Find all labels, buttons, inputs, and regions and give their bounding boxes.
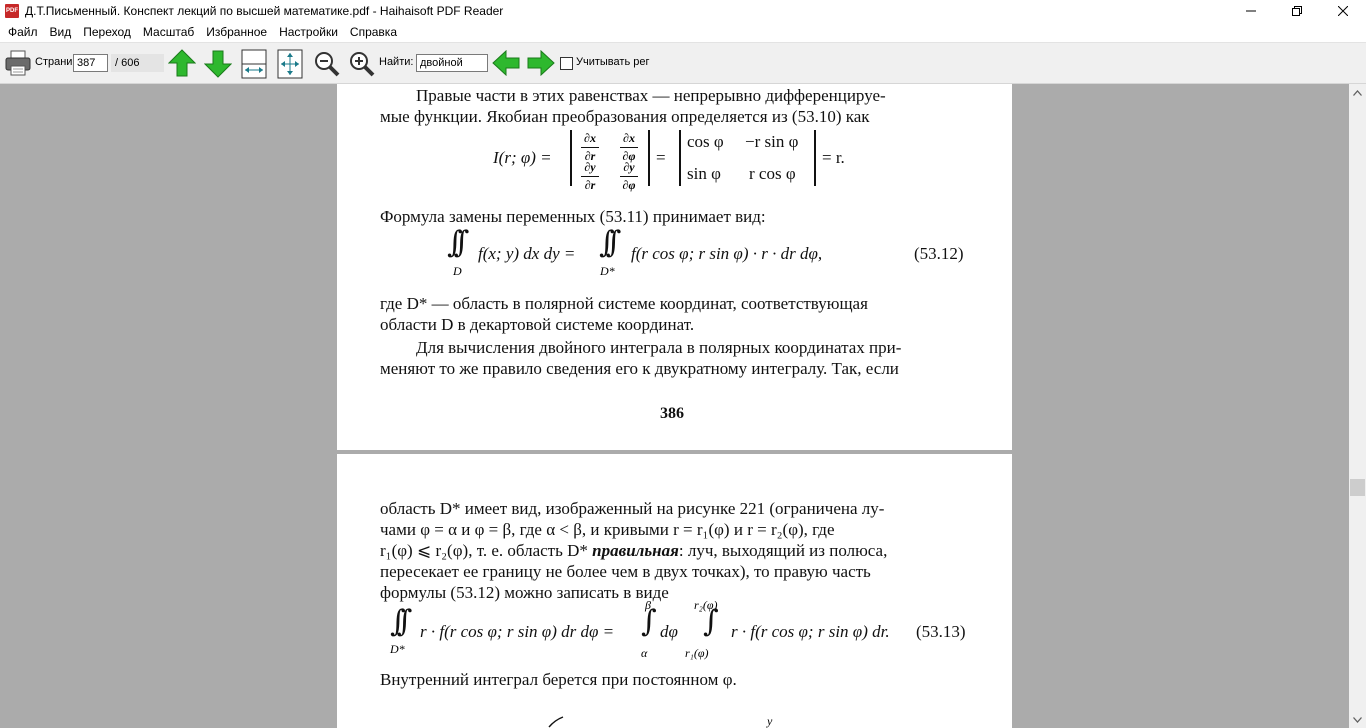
close-button[interactable]: [1320, 0, 1366, 22]
arrow-down-icon: [204, 49, 232, 79]
matrix-cell: r cos φ: [749, 164, 796, 183]
determinant-bar: [648, 130, 650, 186]
restore-button[interactable]: [1274, 0, 1320, 22]
fit-width-button[interactable]: [241, 49, 267, 84]
formula-right: f(r cos φ; r sin φ) · r · dr dφ,: [631, 244, 823, 263]
menu-help[interactable]: Справка: [349, 25, 397, 39]
menu-file[interactable]: Файл: [8, 25, 38, 39]
integral-lower-limit: r₁(φ): [685, 646, 709, 660]
previous-page-button[interactable]: [168, 48, 196, 83]
determinant-bar: [570, 130, 572, 186]
text-line: область D* имеет вид, изображенный на рисунке 221 (ограничена лу-: [380, 499, 885, 518]
figure-axis-label: y: [767, 714, 773, 728]
vertical-scrollbar[interactable]: [1349, 84, 1366, 728]
double-integral-sign: ∫∫: [390, 604, 404, 639]
equation-number: (53.13): [916, 622, 966, 641]
match-case-checkbox[interactable]: [560, 57, 573, 70]
text-line: Внутренний интеграл берется при постоянном φ.: [380, 670, 737, 689]
chevron-down-icon: [1353, 717, 1362, 723]
pdf-page-386: [337, 84, 1012, 450]
match-case-label: Учитывать рег: [576, 56, 650, 68]
toolbar: [0, 42, 1366, 84]
formula-left: r · f(r cos φ; r sin φ) dr dφ =: [420, 622, 615, 641]
restore-icon: [1292, 6, 1302, 16]
integral-sign: ∫: [703, 604, 710, 639]
menu-zoom[interactable]: Масштаб: [142, 25, 195, 39]
page-total: / 606: [111, 54, 164, 72]
menu-go[interactable]: Переход: [83, 25, 131, 39]
menu-view[interactable]: Вид: [49, 25, 72, 39]
partial-fraction: ∂y ∂r: [581, 160, 599, 193]
determinant-bar: [679, 130, 681, 186]
document-viewer[interactable]: [0, 84, 1349, 728]
page-number: 386: [660, 405, 684, 422]
arrow-right-icon: [526, 50, 556, 76]
text-line: формулы (53.12) можно записать в виде: [380, 583, 669, 602]
formula-left: f(x; y) dx dy =: [478, 244, 576, 263]
text-line: мые функции. Якобиан преобразования определяется из (53.10) как: [380, 107, 870, 126]
partial-fraction: ∂x ∂φ: [620, 131, 638, 164]
minimize-button[interactable]: [1228, 0, 1274, 22]
title-bar: [0, 0, 1366, 22]
pdf-page-387: [337, 454, 1012, 728]
fit-page-button[interactable]: [277, 49, 303, 84]
jacobian-lhs: I(r; φ) =: [493, 148, 552, 167]
zoom-out-button[interactable]: [313, 50, 341, 83]
zoom-in-button[interactable]: [348, 50, 376, 83]
integral-lower-limit: α: [641, 646, 648, 660]
integral-domain: D*: [390, 642, 405, 656]
find-input[interactable]: двойной: [416, 54, 488, 72]
double-integral-sign: ∫∫: [447, 225, 461, 260]
text-line: r₁(φ) ⩽ r₂(φ), т. е. область D* правильная: луч, выходящий из полюса,: [380, 541, 888, 560]
text-line: Правые части в этих равенствах — непрерывно дифференцируе-: [416, 86, 886, 105]
fit-page-icon: [277, 49, 303, 79]
zoom-in-icon: [348, 50, 376, 78]
text-line: пересекает ее границу не более чем в двух точках), то правую часть: [380, 562, 871, 581]
integral-domain: D: [453, 264, 462, 278]
scroll-thumb[interactable]: [1350, 479, 1365, 496]
jacobian-result: = r.: [822, 148, 845, 167]
print-button[interactable]: [4, 49, 32, 82]
text-line: меняют то же правило сведения его к двукратному интегралу. Так, если: [380, 359, 899, 378]
equals-sign: =: [656, 148, 666, 167]
matrix-cell: −r sin φ: [745, 132, 799, 151]
formula-dphi: dφ: [660, 622, 678, 641]
integral-upper-limit: β: [645, 598, 651, 612]
page-number-input[interactable]: 387: [73, 54, 108, 72]
integral-domain: D*: [600, 264, 615, 278]
text-line: области D в декартовой системе координат.: [380, 315, 695, 334]
integral-upper-limit: r₂(φ): [694, 598, 718, 612]
figure-curve-fragment: [547, 716, 567, 728]
integral-sign: ∫: [641, 604, 648, 639]
text-line: Формула замены переменных (53.11) принимает вид:: [380, 207, 766, 226]
scroll-up-button[interactable]: [1349, 84, 1366, 101]
next-page-button[interactable]: [204, 49, 232, 84]
window-title: Д.Т.Письменный. Конспект лекций по высшей математике.pdf - Haihaisoft PDF Reader: [25, 4, 504, 18]
printer-icon: [4, 49, 32, 77]
find-previous-button[interactable]: [491, 50, 521, 81]
text-line: где D* — область в полярной системе координат, соответствующая: [380, 294, 868, 313]
zoom-out-icon: [313, 50, 341, 78]
equation-number: (53.12): [914, 244, 964, 263]
arrow-left-icon: [491, 50, 521, 76]
partial-fraction: ∂x ∂r: [581, 131, 599, 164]
scroll-down-button[interactable]: [1349, 711, 1366, 728]
menu-bar: [0, 22, 1366, 42]
text-line: чами φ = α и φ = β, где α < β, и кривыми r = r₁(φ) и r = r₂(φ), где: [380, 520, 835, 539]
app-pdf-icon: PDF: [5, 4, 19, 18]
matrix-cell: sin φ: [687, 164, 721, 183]
chevron-up-icon: [1353, 90, 1362, 96]
menu-favorites[interactable]: Избранное: [206, 25, 268, 39]
text-line: Для вычисления двойного интеграла в полярных координатах при-: [416, 338, 902, 357]
arrow-up-icon: [168, 48, 196, 78]
fit-width-icon: [241, 49, 267, 79]
minimize-icon: [1246, 6, 1256, 16]
formula-right: r · f(r cos φ; r sin φ) dr.: [731, 622, 890, 641]
page-label: Страни: [35, 56, 73, 68]
determinant-bar: [814, 130, 816, 186]
double-integral-sign: ∫∫: [599, 225, 613, 260]
find-next-button[interactable]: [526, 50, 556, 81]
matrix-cell: cos φ: [687, 132, 724, 151]
find-label: Найти:: [379, 56, 414, 68]
partial-fraction: ∂y ∂φ: [620, 160, 638, 193]
menu-settings[interactable]: Настройки: [279, 25, 338, 39]
close-icon: [1338, 6, 1348, 16]
